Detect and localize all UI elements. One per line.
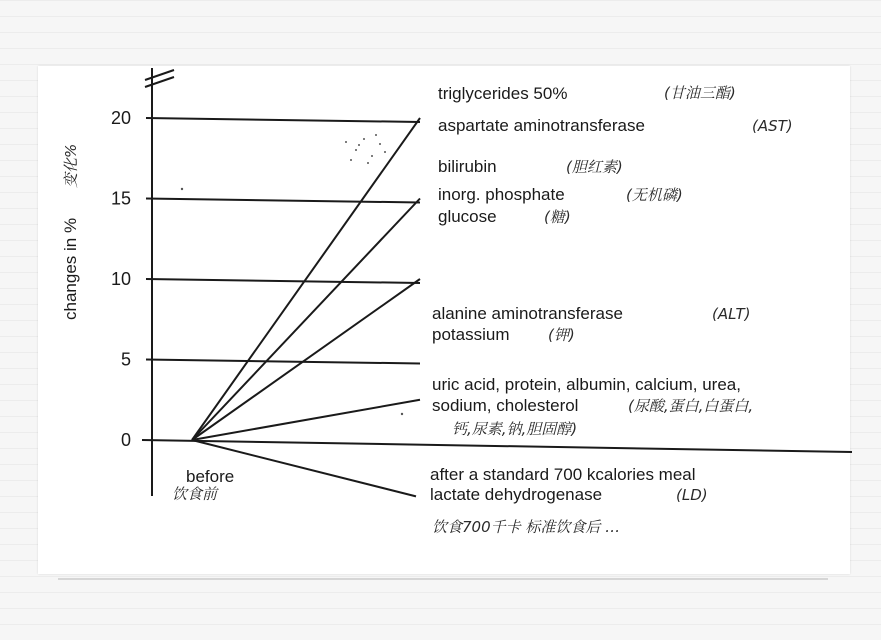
before-label: before xyxy=(186,467,235,486)
series-label: sodium, cholesterol xyxy=(432,396,579,415)
handwritten-note: (无机磷) xyxy=(626,186,683,204)
gridline xyxy=(146,279,420,283)
series-label: potassium xyxy=(432,325,510,344)
before-label-handwritten: 饮食前 xyxy=(172,485,218,503)
series-label: aspartate aminotransferase xyxy=(438,116,645,135)
handwritten-note: (ALT) xyxy=(712,305,751,323)
y-tick-label: 10 xyxy=(110,269,131,289)
handwritten-note: (钾) xyxy=(548,326,575,344)
y-tick-label: 15 xyxy=(110,188,131,209)
series-label: glucose xyxy=(438,207,497,226)
handwritten-note: (AST) xyxy=(752,117,793,135)
y-axis-label-handwritten: 变化% xyxy=(62,143,80,188)
series-line xyxy=(192,400,420,440)
handwritten-note: (甘油三酯) xyxy=(664,84,736,102)
handwritten-note: (尿酸,蛋白,白蛋白, xyxy=(628,397,754,415)
series-line xyxy=(192,199,420,441)
series-line xyxy=(192,118,420,440)
series-line xyxy=(192,279,420,440)
footer-label: after a standard 700 kcalories meal xyxy=(430,465,696,484)
handwritten-note: (LD) xyxy=(676,486,708,504)
series-label: uric acid, protein, albumin, calcium, urea, xyxy=(432,375,741,394)
y-axis-label: changes in % xyxy=(61,217,80,320)
series-label: bilirubin xyxy=(438,157,497,176)
handwritten-note: (胆红素) xyxy=(566,158,623,176)
y-tick-label: 0 xyxy=(120,430,131,450)
gridline xyxy=(146,360,420,364)
series-label: triglycerides 50% xyxy=(438,84,568,103)
scan-speckles xyxy=(181,134,403,415)
series-label: lactate dehydrogenase xyxy=(430,485,603,504)
series-label: alanine aminotransferase xyxy=(432,304,623,323)
handwritten-footer: 饮食700千卡 标准饮食后 … xyxy=(432,518,621,536)
series-label: inorg. phosphate xyxy=(438,185,565,204)
gridline xyxy=(146,199,420,203)
handwritten-note: 钙,尿素,钠,胆固醇) xyxy=(452,420,578,438)
y-tick-label: 20 xyxy=(110,108,131,128)
zero-baseline xyxy=(142,440,852,452)
handwritten-note: (糖) xyxy=(544,208,571,226)
gridline xyxy=(146,118,420,122)
y-tick-label: 5 xyxy=(120,349,131,370)
